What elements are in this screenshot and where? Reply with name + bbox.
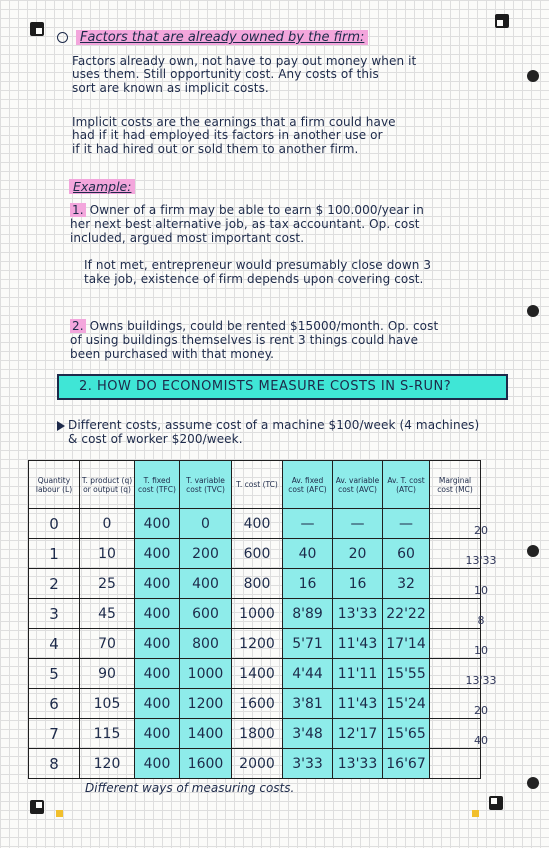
section-title-text: Factors that are already owned by the firm:	[76, 30, 368, 45]
marginal-cost-value: 10	[474, 644, 488, 657]
table-cell: 1400	[180, 719, 232, 749]
subheading-line: & cost of worker $200/week.	[68, 432, 243, 446]
table-header: T. fixed cost (TFC)	[135, 461, 180, 509]
table-cell: 400	[135, 719, 180, 749]
table-cell: 1600	[232, 689, 283, 719]
marginal-cost-value: 40	[474, 734, 488, 747]
table-cell: 60	[383, 539, 430, 569]
example-item-1	[70, 204, 424, 217]
table-cell: —	[383, 509, 430, 539]
table-cell	[430, 749, 481, 779]
example-line: her next best alternative job, as tax accountant. Op. cost	[70, 217, 420, 231]
binder-hole	[527, 70, 539, 82]
yellow-marker	[472, 810, 479, 817]
example-number: 2.	[72, 319, 84, 333]
paragraph-line: if it had hired out or sold them to another firm.	[72, 142, 359, 156]
table-cell: 600	[180, 599, 232, 629]
table-header-row	[29, 461, 481, 509]
table-cell: 3'48	[283, 719, 333, 749]
table-cell: 1	[29, 539, 80, 569]
table-cell: 105	[80, 689, 135, 719]
table-cell: 1200	[180, 689, 232, 719]
circle-bullet-icon	[57, 32, 68, 43]
example-item-2	[70, 320, 438, 333]
table-row	[29, 539, 481, 569]
table-header: Quantity labour (L)	[29, 461, 80, 509]
table-cell: 90	[80, 659, 135, 689]
table-cell: 40	[283, 539, 333, 569]
table-cell: 8	[29, 749, 80, 779]
example-line: Owns buildings, could be rented $15000/month. Op. cost	[89, 319, 439, 333]
table-cell: 400	[135, 749, 180, 779]
example-line: included, argued most important cost.	[70, 231, 305, 245]
table-cell: 400	[135, 569, 180, 599]
table-cell: 1400	[232, 659, 283, 689]
example-number: 1.	[72, 203, 84, 217]
table-cell: 800	[180, 629, 232, 659]
marginal-cost-value: 10	[474, 584, 488, 597]
table-cell: 400	[180, 569, 232, 599]
table-cell: 22'22	[383, 599, 430, 629]
paragraph-line: had if it had employed its factors in another use or	[72, 128, 383, 142]
marginal-cost-value: 20	[474, 704, 488, 717]
example-line: been purchased with that money.	[70, 347, 275, 361]
binder-hole	[527, 545, 539, 557]
table-cell: 1000	[232, 599, 283, 629]
table-cell: 13'33	[333, 599, 383, 629]
table-cell: 1800	[232, 719, 283, 749]
table-cell: 200	[180, 539, 232, 569]
binder-hole	[527, 305, 539, 317]
table-cell: 15'55	[383, 659, 430, 689]
example-line: of using buildings themselves is rent 3 things could have	[70, 333, 419, 347]
example-heading: Example:	[69, 179, 135, 194]
table-cell: 12'17	[333, 719, 383, 749]
cost-table	[28, 460, 481, 779]
table-cell: 17'14	[383, 629, 430, 659]
table-cell: —	[283, 509, 333, 539]
table-cell: 1600	[180, 749, 232, 779]
table-row	[29, 719, 481, 749]
table-cell: 4	[29, 629, 80, 659]
corner-marker-bottom-right	[489, 796, 503, 810]
table-cell: 4'44	[283, 659, 333, 689]
paragraph-line: Implicit costs are the earnings that a firm could have	[72, 115, 396, 129]
binder-hole	[527, 777, 539, 789]
table-cell: 13'33	[333, 749, 383, 779]
yellow-marker	[56, 810, 63, 817]
table-cell: 20	[333, 539, 383, 569]
paragraph-line: Factors already own, not have to pay out money when it	[72, 54, 417, 68]
table-cell: 70	[80, 629, 135, 659]
example-line: If not met, entrepreneur would presumably close down 3	[84, 258, 432, 272]
corner-marker-bottom-left	[30, 800, 44, 814]
table-cell: 2000	[232, 749, 283, 779]
table-row	[29, 689, 481, 719]
table-cell: 400	[135, 659, 180, 689]
table-cell: 2	[29, 569, 80, 599]
table-cell: 400	[135, 599, 180, 629]
example-line: take job, existence of firm depends upon covering cost.	[84, 272, 424, 286]
table-cell: 400	[135, 629, 180, 659]
table-cell: 3	[29, 599, 80, 629]
subheading-line	[57, 419, 479, 432]
table-cell: 45	[80, 599, 135, 629]
table-cell: 1200	[232, 629, 283, 659]
table-cell: 400	[135, 689, 180, 719]
table-cell: 600	[232, 539, 283, 569]
table-cell: 11'43	[333, 629, 383, 659]
table-cell: 0	[29, 509, 80, 539]
table-cell: —	[333, 509, 383, 539]
corner-marker-top-right	[495, 14, 509, 28]
table-cell: 16	[283, 569, 333, 599]
marginal-cost-value: 13'33	[465, 674, 497, 687]
marginal-cost-value: 13'33	[465, 554, 497, 567]
paragraph-line: uses them. Still opportunity cost. Any costs of this	[72, 67, 379, 81]
table-cell: 3'33	[283, 749, 333, 779]
paragraph-line: sort are known as implicit costs.	[72, 81, 269, 95]
table-cell: 5'71	[283, 629, 333, 659]
table-row	[29, 599, 481, 629]
table-row	[29, 569, 481, 599]
example-line: Owner of a firm may be able to earn $ 100.000/year in	[89, 203, 424, 217]
subheading-text: Different costs, assume cost of a machine $100/week (4 machines)	[68, 418, 480, 432]
table-cell: 120	[80, 749, 135, 779]
table-cell: 25	[80, 569, 135, 599]
section-banner: 2. HOW DO ECONOMISTS MEASURE COSTS IN S-RUN?	[57, 374, 508, 400]
triangle-bullet-icon	[57, 421, 65, 431]
table-cell: 11'43	[333, 689, 383, 719]
section-title	[57, 30, 368, 45]
table-header: T. product (q) or output (q)	[80, 461, 135, 509]
table-header: T. cost (TC)	[232, 461, 283, 509]
table-header: Marginal cost (MC)	[430, 461, 481, 509]
table-cell: 800	[232, 569, 283, 599]
table-cell: 400	[135, 539, 180, 569]
table-cell: 16	[333, 569, 383, 599]
marginal-cost-value: 8	[477, 614, 485, 627]
table-row	[29, 749, 481, 779]
table-row	[29, 629, 481, 659]
table-cell: 15'65	[383, 719, 430, 749]
table-header: T. variable cost (TVC)	[180, 461, 232, 509]
table-cell: 11'11	[333, 659, 383, 689]
table-cell: 0	[180, 509, 232, 539]
table-row	[29, 659, 481, 689]
table-cell: 6	[29, 689, 80, 719]
table-row	[29, 509, 481, 539]
table-cell: 5	[29, 659, 80, 689]
table-cell: 115	[80, 719, 135, 749]
table-cell: 10	[80, 539, 135, 569]
table-cell: 400	[135, 509, 180, 539]
table-cell: 16'67	[383, 749, 430, 779]
table-cell: 8'89	[283, 599, 333, 629]
marginal-cost-value: 20	[474, 524, 488, 537]
table-cell: 15'24	[383, 689, 430, 719]
table-header: Av. T. cost (ATC)	[383, 461, 430, 509]
table-cell: 1000	[180, 659, 232, 689]
table-header: Av. fixed cost (AFC)	[283, 461, 333, 509]
footnote: Different ways of measuring costs.	[85, 781, 295, 795]
table-cell: 3'81	[283, 689, 333, 719]
table-cell: 7	[29, 719, 80, 749]
table-cell: 400	[232, 509, 283, 539]
corner-marker-top-left	[30, 22, 44, 36]
table-cell: 0	[80, 509, 135, 539]
table-header: Av. variable cost (AVC)	[333, 461, 383, 509]
table-cell: 32	[383, 569, 430, 599]
